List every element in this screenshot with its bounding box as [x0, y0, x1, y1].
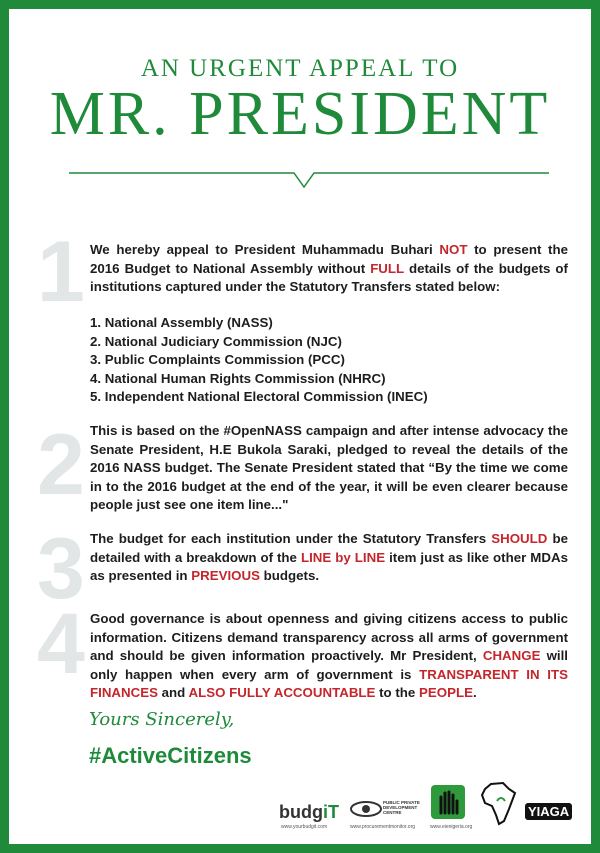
text-segment: details of the budgets of institutions captured under the Statutory Transfers stated below:: [90, 260, 568, 294]
budgit-logo: [279, 802, 339, 823]
point-2-text: This is based on the #OpenNASS campaign and after intense advocacy the Senate President, H.E Bukola Saraki, pledged to reveal the details of the 2016 NASS budget. The Senate President stated that “By the time we come in to the 2016 budget at the end of the year, it will be even clearer because people just see one item line...": [90, 423, 568, 512]
eie-hand-logo-icon: [429, 783, 467, 823]
list-item: 1. National Assembly (NASS): [90, 315, 273, 330]
point-1-text: [90, 241, 568, 297]
text-segment: to the: [375, 685, 420, 700]
point-3-text: [90, 530, 568, 586]
number-4: 4: [37, 596, 85, 692]
text-segment: item just as like other MDAs as presented in: [90, 549, 568, 583]
title-main: MR. PRESIDENT: [49, 80, 551, 148]
emphasis-people: PEOPLE: [419, 685, 473, 700]
text-segment: budgets.: [259, 568, 320, 583]
text-segment: The budget for each institution under the Statutory Transfers: [90, 531, 492, 546]
list-item: 5. Independent National Electoral Commission (INEC): [90, 389, 428, 404]
africa-map-icon: [479, 781, 519, 827]
title-top: AN URGENT APPEAL TO: [140, 55, 460, 82]
emphasis-should: SHOULD: [491, 531, 548, 546]
emphasis-previous: PREVIOUS: [191, 568, 260, 583]
point-4-text: [90, 610, 568, 703]
emphasis-change: CHANGE: [482, 648, 541, 663]
emphasis-not: NOT: [439, 242, 468, 257]
budgit-logo-accent: iT: [322, 802, 339, 822]
institution-list: [90, 314, 428, 407]
emphasis-line-by-line: LINE by LINE: [300, 549, 386, 565]
emphasis-transparent: TRANSPARENT IN ITS FINANCES: [90, 666, 568, 700]
number-3: 3: [37, 521, 85, 617]
text-segment: and: [157, 685, 189, 700]
number-2: 2: [37, 417, 85, 513]
text-segment: to present the 2016 Budget to National Assembly without: [90, 242, 568, 276]
active-citizens-hashtag: #ActiveCitizens: [89, 743, 252, 768]
text-segment: be detailed with a breakdown of the: [90, 531, 568, 565]
yours-sincerely: Yours Sincerely,: [89, 709, 235, 730]
text-segment: Good governance is about openness and giving citizens access to public information. Citizens demand transparency across all arms of government and should be given information proactively. Mr President,: [90, 611, 568, 663]
ppdc-url: www.procurementmonitor.org: [350, 824, 416, 830]
ppdc-eye-icon: [349, 799, 383, 819]
number-1: 1: [37, 224, 85, 320]
text-segment: will only happen when every arm of government is: [90, 648, 568, 682]
list-item: 3. Public Complaints Commission (PCC): [90, 352, 345, 367]
text-segment: .: [472, 685, 477, 700]
text-segment: We hereby appeal to President Muhammadu Buhari: [90, 242, 440, 257]
list-item: 4. National Human Rights Commission (NHRC): [90, 370, 386, 386]
emphasis-full: FULL: [370, 260, 404, 276]
emphasis-accountable: ALSO FULLY ACCOUNTABLE: [188, 685, 376, 700]
yiaga-logo: YIAGA: [525, 803, 572, 820]
budgit-logo-text: budg: [279, 802, 323, 822]
ppdc-name: PUBLIC PRIVATE DEVELOPMENT CENTRE: [383, 800, 420, 815]
list-item: 2. National Judiciary Commission (NJC): [90, 333, 342, 349]
budgit-url: www.yourbudgit.com: [281, 824, 328, 830]
eie-url: www.eienigeria.org: [430, 824, 473, 830]
title-divider: [69, 167, 549, 197]
